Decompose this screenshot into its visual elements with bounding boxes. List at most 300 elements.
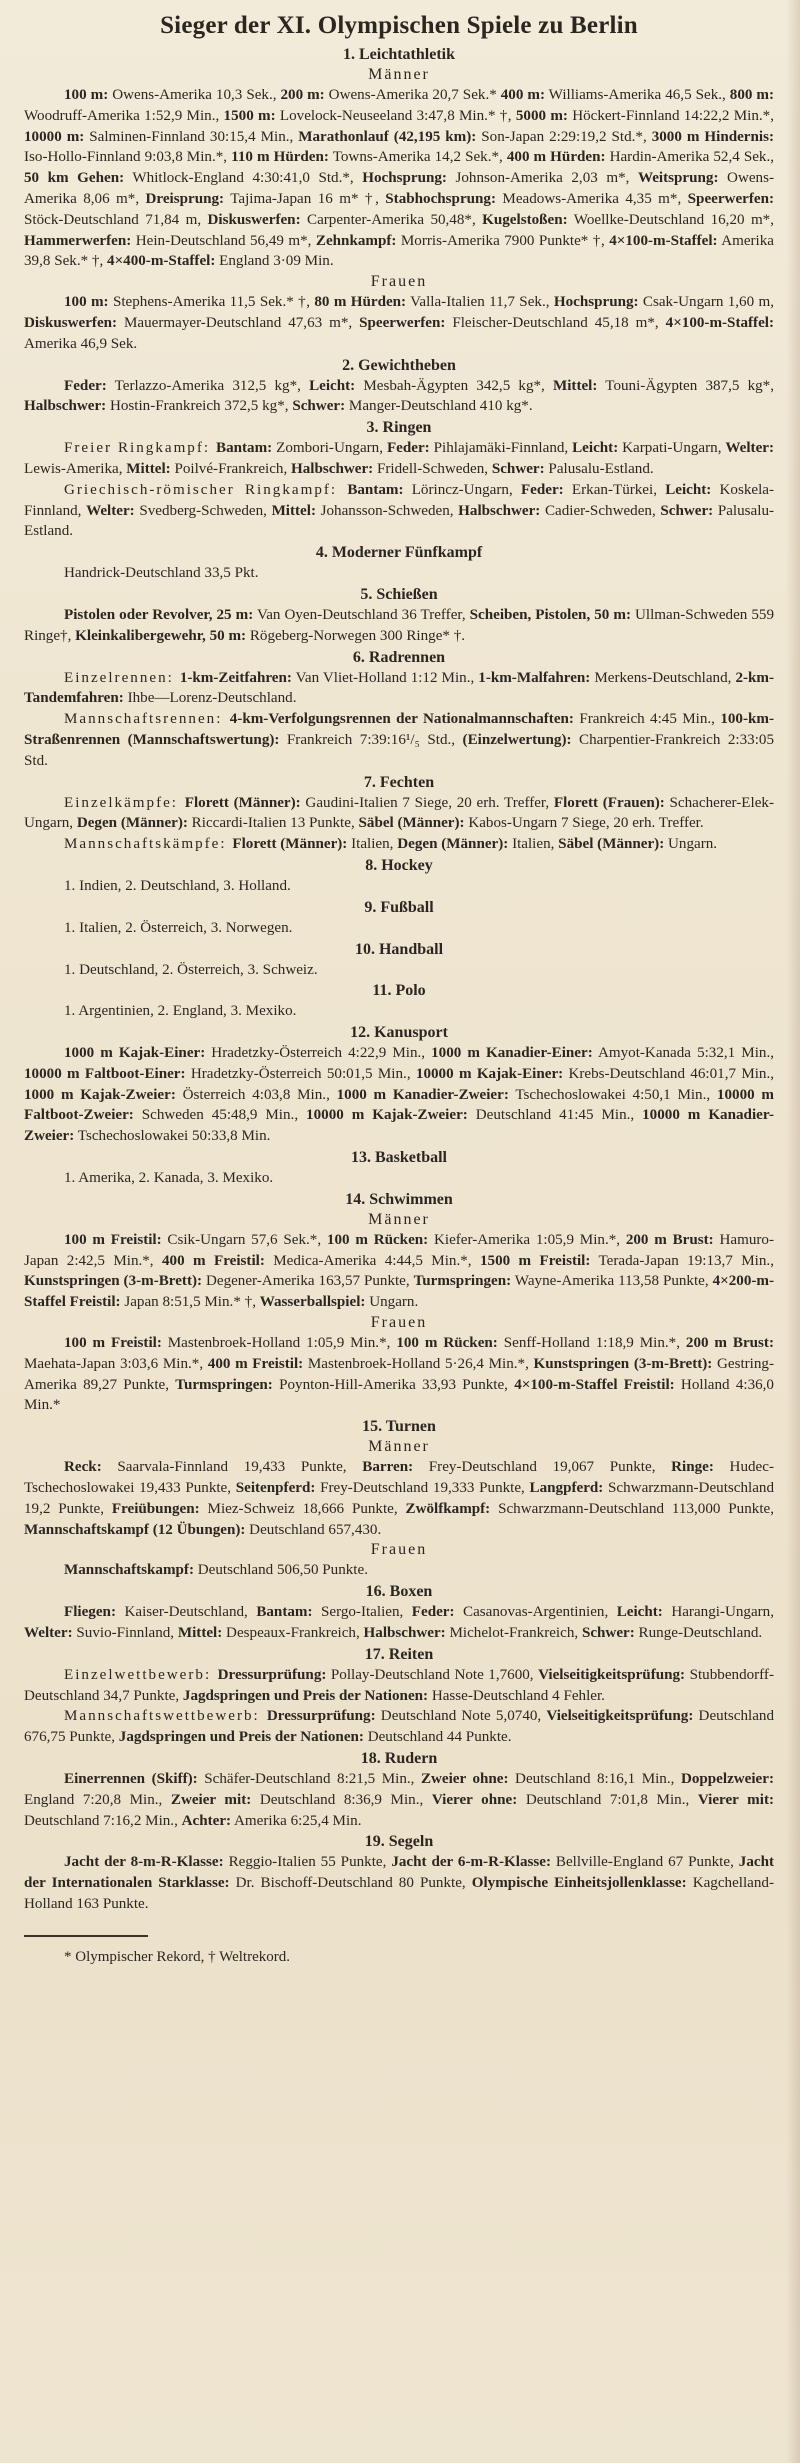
result-text: Tschechoslowakei 50:33,8 Min. bbox=[74, 1128, 271, 1145]
event-label: Säbel (Männer): bbox=[558, 836, 665, 853]
section-heading: 5. Schießen bbox=[360, 585, 438, 603]
competition-type: Freier Ringkampf: bbox=[64, 440, 216, 457]
result-text: Mesbah-Ägypten 342,5 kg*, bbox=[355, 377, 553, 394]
result-text: 1. Amerika, 2. Kanada, 3. Mexiko. bbox=[64, 1170, 274, 1187]
result-text: Deutschland Note 5,0740, bbox=[375, 1708, 547, 1725]
event-label: Feder: bbox=[520, 481, 564, 498]
event-label: Schwer: bbox=[292, 398, 346, 415]
event-label: (Einzelwertung): bbox=[462, 731, 572, 748]
event-label: 100 m: bbox=[64, 294, 109, 311]
event-label: Vielseitigkeitsprüfung: bbox=[538, 1666, 686, 1683]
section-heading: 17. Reiten bbox=[364, 1645, 434, 1663]
result-text: Stubbendorff-Deutschland 34,7 Punkte, bbox=[24, 1666, 774, 1704]
event-label: Pistolen oder Revolver, 25 m: bbox=[64, 606, 254, 623]
result-text: Carpenter-Amerika 50,48*, bbox=[300, 211, 483, 228]
event-label: Kunstspringen (3-m-Brett): bbox=[533, 1355, 713, 1372]
event-label: Feder: bbox=[64, 377, 107, 394]
result-text: Kagchelland-Holland 163 Punkte. bbox=[24, 1875, 774, 1912]
results-paragraph bbox=[24, 1560, 774, 1581]
event-label: 100 m Freistil: bbox=[64, 1231, 162, 1248]
result-text: Schwarzmann-Deutschland 19,2 Punkte, bbox=[24, 1480, 774, 1517]
event-label: Kugelstoßen: bbox=[482, 211, 568, 228]
result-text: Hasse-Deutschland 4 Fehler. bbox=[428, 1687, 605, 1704]
result-text: Morris-Amerika 7900 Punkte* †, bbox=[396, 232, 610, 249]
result-text: Hudec-Tschechoslowakei 19,433 Punkte, bbox=[24, 1459, 774, 1497]
event-label: Jagdspringen und Preis der Nationen: bbox=[118, 1729, 364, 1746]
event-label: 110 m Hürden: bbox=[231, 149, 329, 166]
result-text: Palusalu-Estland. bbox=[24, 502, 775, 540]
competition-type: Einzelwettbewerb: bbox=[64, 1666, 218, 1683]
event-label: Zehnkampf: bbox=[315, 232, 397, 249]
result-text: Johansson-Schweden, bbox=[315, 502, 459, 519]
section-heading: 11. Polo bbox=[372, 982, 426, 1000]
event-label: 3000 m Hindernis: bbox=[651, 128, 774, 145]
results-paragraph bbox=[24, 376, 774, 418]
event-label: Florett (Männer): bbox=[232, 836, 348, 853]
event-label: Seitenpferd: bbox=[235, 1480, 316, 1497]
event-label: 1000 m Kajak-Zweier: bbox=[24, 1086, 176, 1103]
result-text: Despeaux-Frankreich, bbox=[222, 1625, 364, 1642]
result-text: Stöck-Deutschland 71,84 m, bbox=[24, 211, 208, 228]
result-text: Miez-Schweiz 18,666 Punkte, bbox=[199, 1500, 406, 1517]
event-label: Speerwerfen: bbox=[359, 314, 446, 331]
results-paragraph bbox=[24, 1457, 774, 1540]
event-label: Hammerwerfen: bbox=[24, 232, 132, 249]
event-label: 1-km-Zeitfahren: bbox=[179, 669, 292, 686]
sport-section bbox=[24, 647, 774, 772]
event-label: Vierer mit: bbox=[697, 1791, 774, 1808]
result-text: Michelot-Frankreich, bbox=[445, 1625, 582, 1642]
competition-type: Mannschaftswettbewerb: bbox=[64, 1708, 267, 1725]
result-text: Whitlock-England 4:30:41,0 Std.*, bbox=[124, 170, 363, 187]
event-label: 100-km-Straßenrennen (Mannschaftswertung): bbox=[24, 711, 774, 748]
section-heading: 15. Turnen bbox=[362, 1418, 436, 1436]
result-text: Dr. Bischoff-Deutschland 80 Punkte, bbox=[229, 1875, 472, 1892]
result-text: Fridell-Schweden, bbox=[373, 460, 492, 477]
result-text: Deutschland 7:01,8 Min., bbox=[517, 1791, 698, 1808]
event-label: 1000 m Kajak-Einer: bbox=[64, 1045, 206, 1062]
results-paragraph bbox=[24, 438, 774, 480]
competition-type: Einzelrennen: bbox=[64, 669, 180, 686]
result-text: Italien, bbox=[347, 836, 398, 853]
result-text: Hradetzky-Österreich 50:01,5 Min., bbox=[185, 1065, 416, 1082]
section-heading: 10. Handball bbox=[354, 940, 444, 958]
result-text: Johnson-Amerika 2,03 m*, bbox=[446, 170, 638, 187]
result-text: Towns-Amerika 14,2 Sek.*, bbox=[328, 149, 507, 166]
result-text: Karpati-Ungarn, bbox=[618, 440, 726, 457]
section-heading: 3. Ringen bbox=[366, 419, 432, 437]
event-label: Mittel: bbox=[552, 377, 598, 394]
event-label: Mittel: bbox=[126, 460, 171, 477]
event-label: Einerrennen (Skiff): bbox=[64, 1771, 198, 1788]
result-text: Amerika 6:25,4 Min. bbox=[231, 1812, 362, 1829]
event-label: Halbschwer: bbox=[458, 502, 541, 519]
sport-section bbox=[24, 355, 774, 418]
result-text: Mastenbroek-Holland 1:05,9 Min.*, bbox=[161, 1335, 397, 1352]
result-text: Gestring-Amerika 89,27 Punkte, bbox=[24, 1355, 774, 1393]
event-label: 1000 m Kanadier-Einer: bbox=[431, 1045, 593, 1062]
result-text: Hradetzky-Österreich 4:22,9 Min., bbox=[205, 1045, 432, 1062]
result-text: Williams-Amerika 46,5 Sek., bbox=[544, 87, 730, 103]
result-text: Lewis-Amerika, bbox=[24, 460, 127, 477]
result-text: Deutschland 44 Punkte. bbox=[363, 1729, 512, 1746]
result-text: Kiefer-Amerika 1:05,9 Min.*, bbox=[428, 1231, 626, 1248]
result-text: Kaiser-Deutschland, bbox=[115, 1604, 257, 1621]
sport-section bbox=[24, 417, 774, 542]
result-text: Owens-Amerika 8,06 m*, bbox=[24, 170, 774, 207]
event-label: 10000 m Kajak-Einer: bbox=[415, 1065, 564, 1082]
sport-section bbox=[24, 1189, 774, 1416]
section-heading: 4. Moderner Fünfkampf bbox=[315, 544, 483, 562]
result-text: Mauermayer-Deutschland 47,63 m*, bbox=[117, 314, 360, 331]
result-text: Stephens-Amerika 11,5 Sek.* †, bbox=[108, 294, 315, 311]
event-label: 10000 m: bbox=[24, 128, 85, 145]
section-heading: 13. Basketball bbox=[350, 1149, 447, 1167]
result-text: England 3·09 Min. bbox=[215, 253, 334, 270]
result-text: Amerika 39,8 Sek.* †, bbox=[24, 232, 774, 270]
event-label: Halbschwer: bbox=[24, 398, 107, 415]
result-text: Lörincz-Ungarn, bbox=[403, 481, 521, 498]
event-label: 4×400-m-Staffel: bbox=[107, 253, 216, 270]
results-paragraph bbox=[24, 709, 774, 771]
result-text: Österreich 4:03,8 Min., bbox=[175, 1086, 337, 1103]
result-text: Charpentier-Frankreich 2:33:05 Std. bbox=[24, 731, 774, 769]
result-text: Terlazzo-Amerika 312,5 kg*, bbox=[106, 377, 310, 394]
section-heading: 2. Gewichtheben bbox=[342, 356, 456, 374]
event-label: 5000 m: bbox=[515, 107, 568, 124]
result-text: Manger-Deutschland 410 kg*. bbox=[345, 398, 533, 415]
event-label: Halbschwer: bbox=[291, 460, 374, 477]
result-text: Deutschland 657,430. bbox=[245, 1521, 382, 1538]
result-text: Reggio-Italien 55 Punkte, bbox=[223, 1854, 392, 1871]
results-paragraph bbox=[24, 1852, 774, 1914]
event-label: Mannschaftskampf (12 Übungen): bbox=[24, 1521, 246, 1538]
event-label: 800 m: bbox=[729, 87, 774, 103]
sport-section bbox=[24, 542, 774, 584]
result-text: Frankreich 7:39:16¹/₅ Std., bbox=[279, 731, 463, 748]
result-text: Owens-Amerika 20,7 Sek.* bbox=[324, 87, 501, 103]
result-text: Cadier-Schweden, bbox=[540, 502, 661, 519]
result-text: Italien, bbox=[508, 836, 559, 853]
result-text: Krebs-Deutschland 46:01,7 Min., bbox=[563, 1065, 775, 1082]
result-text: Ungarn. bbox=[365, 1294, 419, 1311]
result-text: Ihbe—Lorenz-Deutschland. bbox=[123, 690, 297, 707]
event-label: Feder: bbox=[411, 1604, 455, 1621]
event-label: 200 m Brust: bbox=[625, 1231, 714, 1248]
results-paragraph bbox=[24, 85, 774, 272]
event-label: Florett (Frauen): bbox=[553, 794, 665, 811]
event-label: Barren: bbox=[362, 1459, 414, 1476]
result-text: Degener-Amerika 163,57 Punkte, bbox=[202, 1273, 414, 1290]
sport-section bbox=[24, 1022, 774, 1147]
event-label: Bantam: bbox=[216, 440, 273, 457]
section-heading: 14. Schwimmen bbox=[345, 1190, 453, 1208]
result-text: Schweden 45:48,9 Min., bbox=[133, 1107, 307, 1124]
section-heading: 6. Radrennen bbox=[352, 648, 446, 666]
result-text: Frankreich 4:45 Min., bbox=[573, 711, 721, 728]
event-label: Leicht: bbox=[616, 1604, 663, 1621]
event-label: Jacht der 8-m-R-Klasse: bbox=[64, 1854, 224, 1871]
event-label: 4×100-m-Staffel: bbox=[609, 232, 718, 249]
event-label: 80 m Hürden: bbox=[314, 294, 407, 311]
event-label: Welter: bbox=[86, 502, 135, 519]
event-label: 200 m: bbox=[280, 87, 325, 103]
results-paragraph bbox=[24, 668, 774, 710]
event-label: Dressurprüfung: bbox=[217, 1666, 327, 1683]
event-label: Hochsprung: bbox=[553, 294, 639, 311]
event-label: 4×100-m-Staffel Freistil: bbox=[514, 1376, 675, 1393]
result-text: Frey-Deutschland 19,333 Punkte, bbox=[315, 1480, 530, 1497]
footnote-divider bbox=[24, 1935, 148, 1937]
result-text: Merkens-Deutschland, bbox=[590, 669, 736, 686]
results-paragraph bbox=[24, 834, 774, 855]
sport-section bbox=[24, 855, 774, 897]
results-paragraph bbox=[24, 1333, 774, 1416]
event-label: Schwer: bbox=[491, 460, 545, 477]
event-label: Turmspringen: bbox=[175, 1376, 273, 1393]
section-heading: 16. Boxen bbox=[365, 1583, 433, 1601]
section-heading: 12. Kanusport bbox=[350, 1024, 448, 1042]
result-text: Touni-Ägypten 387,5 kg*, bbox=[597, 377, 774, 394]
result-text: Saarvala-Finnland 19,433 Punkte, bbox=[101, 1459, 363, 1476]
result-text: Hostin-Frankreich 372,5 kg*, bbox=[106, 398, 293, 415]
result-text: England 7:20,8 Min., bbox=[24, 1791, 171, 1808]
result-text: Ullman-Schweden 559 Ringe†, bbox=[24, 606, 774, 644]
result-text: Höckert-Finnland 14:22,2 Min.*, bbox=[567, 107, 774, 124]
event-label: Säbel (Männer): bbox=[358, 815, 465, 832]
event-label: Zwölfkampf: bbox=[405, 1500, 491, 1517]
result-text: Van Oyen-Deutschland 36 Treffer, bbox=[253, 606, 470, 623]
event-label: 1-km-Malfahren: bbox=[478, 669, 591, 686]
sport-section bbox=[24, 897, 774, 939]
result-text: Schäfer-Deutschland 8:21,5 Min., bbox=[197, 1771, 421, 1788]
event-label: 400 m: bbox=[500, 87, 545, 103]
event-label: Olympische Einheitsjollenklasse: bbox=[471, 1875, 687, 1892]
competition-type: Griechisch-römischer Ringkampf: bbox=[64, 481, 348, 498]
result-text: Woodruff-Amerika 1:52,9 Min., bbox=[24, 107, 224, 124]
event-label: 100 m Freistil: bbox=[64, 1335, 162, 1352]
result-text: Suvio-Finnland, bbox=[72, 1625, 178, 1642]
event-label: Reck: bbox=[64, 1459, 102, 1476]
sport-section bbox=[24, 980, 774, 1022]
event-label: Leicht: bbox=[309, 377, 356, 394]
section-heading: 1. Leichtathletik bbox=[343, 46, 455, 63]
event-label: Kleinkalibergewehr, 50 m: bbox=[75, 627, 247, 644]
sport-section bbox=[24, 1147, 774, 1189]
event-label: Bantam: bbox=[347, 481, 404, 498]
page-title: Sieger der XI. Olympischen Spiele zu Berlin bbox=[160, 12, 638, 39]
result-text: Gaudini-Italien 7 Siege, 20 erh. Treffer, bbox=[300, 794, 554, 811]
result-text: Handrick-Deutschland 33,5 Pkt. bbox=[64, 565, 259, 582]
event-label: Ringe: bbox=[671, 1459, 714, 1476]
results-paragraph bbox=[24, 1706, 774, 1748]
result-text: Meadows-Amerika 4,35 m*, bbox=[496, 190, 688, 207]
category-subheading: Männer bbox=[368, 1210, 430, 1228]
event-label: 400 m Hürden: bbox=[506, 149, 606, 166]
result-text: Casanovas-Argentinien, bbox=[454, 1604, 617, 1621]
result-text: Salminen-Finnland 30:15,4 Min., bbox=[84, 128, 299, 145]
result-text: Valla-Italien 11,7 Sek., bbox=[406, 294, 554, 311]
event-label: Schwer: bbox=[660, 502, 714, 519]
event-label: 100 m Rücken: bbox=[326, 1231, 429, 1248]
event-label: 10000 m Faltboot-Einer: bbox=[24, 1065, 186, 1082]
result-text: Pihlajamäki-Finnland, bbox=[429, 440, 573, 457]
result-text: Poilvé-Frankreich, bbox=[170, 460, 292, 477]
sport-section bbox=[24, 1644, 774, 1748]
result-text: Mastenbroek-Holland 5·26,4 Min.*, bbox=[303, 1355, 534, 1372]
event-label: Mannschaftskampf: bbox=[64, 1562, 194, 1579]
result-text: Deutschland 8:36,9 Min., bbox=[251, 1791, 432, 1808]
sport-section bbox=[24, 772, 774, 855]
event-label: Freiübungen: bbox=[111, 1500, 200, 1517]
event-label: Speerwerfen: bbox=[687, 190, 774, 207]
section-heading: 8. Hockey bbox=[365, 856, 433, 874]
results-paragraph bbox=[24, 1168, 774, 1189]
result-text: Senff-Holland 1:18,9 Min.*, bbox=[497, 1335, 686, 1352]
result-text: Rögeberg-Norwegen 300 Ringe* †. bbox=[246, 627, 466, 644]
result-text: Son-Japan 2:29:19,2 Std.*, bbox=[476, 128, 652, 145]
event-label: 1000 m Kanadier-Zweier: bbox=[336, 1086, 509, 1103]
event-label: Welter: bbox=[725, 440, 775, 457]
result-text: Maehata-Japan 3:03,6 Min.*, bbox=[24, 1355, 208, 1372]
result-text: Erkan-Türkei, bbox=[563, 481, 666, 498]
event-label: Hochsprung: bbox=[362, 170, 447, 187]
result-text: Iso-Hollo-Finnland 9:03,8 Min.*, bbox=[24, 149, 232, 166]
event-label: 4×100-m-Staffel: bbox=[665, 314, 774, 331]
event-label: Stabhochsprung: bbox=[385, 190, 497, 207]
section-heading: 18. Rudern bbox=[360, 1750, 438, 1768]
results-paragraph bbox=[24, 1230, 774, 1313]
result-text: Wayne-Amerika 113,58 Punkte, bbox=[511, 1273, 713, 1290]
event-label: Florett (Männer): bbox=[184, 794, 301, 811]
sport-section bbox=[24, 44, 774, 355]
result-text: Medica-Amerika 4:44,5 Min.*, bbox=[264, 1252, 480, 1269]
event-label: 100 m Rücken: bbox=[396, 1335, 498, 1352]
event-label: Wasserballspiel: bbox=[259, 1294, 366, 1311]
event-label: Leicht: bbox=[665, 481, 712, 498]
result-text: Fleischer-Deutschland 45,18 m*, bbox=[445, 314, 666, 331]
sport-section bbox=[24, 1831, 774, 1914]
result-text: Lovelock-Neuseeland 3:47,8 Min.* †, bbox=[275, 107, 516, 124]
results-paragraph bbox=[24, 1665, 774, 1707]
event-label: Zweier ohne: bbox=[420, 1771, 509, 1788]
result-text: 1. Italien, 2. Österreich, 3. Norwegen. bbox=[64, 919, 293, 936]
event-label: Zweier mit: bbox=[170, 1791, 252, 1808]
event-label: Welter: bbox=[24, 1625, 73, 1642]
result-text: Hamuro-Japan 2:42,5 Min.*, bbox=[24, 1231, 774, 1269]
result-text: Hardin-Amerika 52,4 Sek., bbox=[605, 149, 775, 166]
event-label: Jacht der 6-m-R-Klasse: bbox=[391, 1854, 551, 1871]
competition-type: Mannschaftsrennen: bbox=[64, 711, 230, 728]
results-paragraph bbox=[24, 876, 774, 897]
result-text: 1. Deutschland, 2. Österreich, 3. Schweiz. bbox=[64, 961, 318, 978]
event-label: Feder: bbox=[386, 440, 430, 457]
result-text: Sergo-Italien, bbox=[312, 1604, 412, 1621]
section-heading: 7. Fechten bbox=[363, 773, 435, 791]
results-body bbox=[24, 44, 774, 1915]
result-text: Zombori-Ungarn, bbox=[272, 440, 387, 457]
event-label: Fliegen: bbox=[64, 1604, 116, 1621]
result-text: Kabos-Ungarn 7 Siege, 20 erh. Treffer. bbox=[464, 815, 704, 832]
result-text: Deutschland 7:16,2 Min., bbox=[24, 1812, 182, 1829]
event-label: Degen (Männer): bbox=[397, 836, 509, 853]
sport-section bbox=[24, 1416, 774, 1581]
footnote: * Olympischer Rekord, † Weltrekord. bbox=[64, 1948, 290, 1965]
result-text: Woellke-Deutschland 16,20 m*, bbox=[567, 211, 775, 228]
section-heading: 19. Segeln bbox=[364, 1833, 434, 1851]
event-label: 2-km-Tandemfahren: bbox=[24, 669, 775, 707]
result-text: Van Vliet-Holland 1:12 Min., bbox=[291, 669, 479, 686]
event-label: Scheiben, Pistolen, 50 m: bbox=[469, 606, 631, 623]
event-label: 4-km-Verfolgungsrennen der Nationalmannschaften: bbox=[229, 711, 574, 728]
results-paragraph bbox=[24, 918, 774, 939]
event-label: Turmspringen: bbox=[413, 1273, 512, 1290]
result-text: Amerika 46,9 Sek. bbox=[24, 335, 138, 352]
results-paragraph bbox=[24, 292, 774, 354]
event-label: Diskuswerfen: bbox=[24, 314, 118, 331]
result-text: Tschechoslowakei 4:50,1 Min., bbox=[508, 1086, 717, 1103]
result-text: Holland 4:36,0 Min.* bbox=[24, 1376, 774, 1414]
results-paragraph bbox=[24, 605, 774, 647]
result-text: Ungarn. bbox=[664, 836, 718, 853]
event-label: Mittel: bbox=[177, 1625, 223, 1642]
event-label: 10000 m Kanadier-Zweier: bbox=[24, 1107, 774, 1145]
result-text: Hein-Deutschland 56,49 m*, bbox=[131, 232, 316, 249]
result-text: Deutschland 676,75 Punkte, bbox=[24, 1708, 774, 1746]
results-paragraph bbox=[24, 1043, 774, 1147]
event-label: Dreisprung: bbox=[145, 190, 225, 207]
results-paragraph bbox=[24, 1602, 774, 1644]
event-label: Vielseitigkeitsprüfung: bbox=[546, 1708, 694, 1725]
event-label: 100 m: bbox=[64, 87, 109, 103]
event-label: 10000 m Kajak-Zweier: bbox=[306, 1107, 468, 1124]
result-text: Owens-Amerika 10,3 Sek., bbox=[108, 87, 281, 103]
sport-section bbox=[24, 939, 774, 981]
sport-section bbox=[24, 1748, 774, 1831]
event-label: Leicht: bbox=[572, 440, 619, 457]
competition-type: Mannschaftskämpfe: bbox=[64, 836, 233, 853]
results-paragraph bbox=[24, 960, 774, 981]
category-subheading: Männer bbox=[368, 1438, 430, 1456]
result-text: Deutschland 8:16,1 Min., bbox=[508, 1771, 681, 1788]
result-text: Koskela-Finnland, bbox=[24, 481, 775, 519]
results-paragraph bbox=[24, 1769, 774, 1831]
section-heading: 9. Fußball bbox=[364, 898, 434, 916]
sport-section bbox=[24, 584, 774, 647]
event-label: Mittel: bbox=[271, 502, 316, 519]
result-text: Csak-Ungarn 1,60 m, bbox=[638, 294, 775, 311]
event-label: 4×200-m-Staffel Freistil: bbox=[24, 1273, 774, 1311]
result-text: Csik-Ungarn 57,6 Sek.*, bbox=[161, 1231, 327, 1248]
result-text: Poynton-Hill-Amerika 33,93 Punkte, bbox=[272, 1376, 515, 1393]
event-label: Jacht der Internationalen Starklasse: bbox=[24, 1854, 774, 1892]
competition-type: Einzelkämpfe: bbox=[64, 794, 185, 811]
event-label: Langpferd: bbox=[529, 1480, 604, 1497]
results-paragraph bbox=[24, 480, 774, 542]
event-label: Kunstspringen (3-m-Brett): bbox=[24, 1273, 203, 1290]
result-text: Palusalu-Estland. bbox=[544, 460, 654, 477]
event-label: 50 km Gehen: bbox=[24, 170, 125, 187]
event-label: Weitsprung: bbox=[637, 170, 719, 187]
event-label: Degen (Männer): bbox=[76, 815, 188, 832]
event-label: Bantam: bbox=[256, 1604, 313, 1621]
result-text: Frey-Deutschland 19,067 Punkte, bbox=[413, 1459, 672, 1476]
result-text: Runge-Deutschland. bbox=[634, 1625, 763, 1642]
result-text: Terada-Japan 19:13,7 Min., bbox=[590, 1252, 774, 1269]
event-label: Halbschwer: bbox=[363, 1625, 446, 1642]
result-text: Deutschland 41:45 Min., bbox=[467, 1107, 643, 1124]
event-label: Marathonlauf (42,195 km): bbox=[298, 128, 477, 145]
